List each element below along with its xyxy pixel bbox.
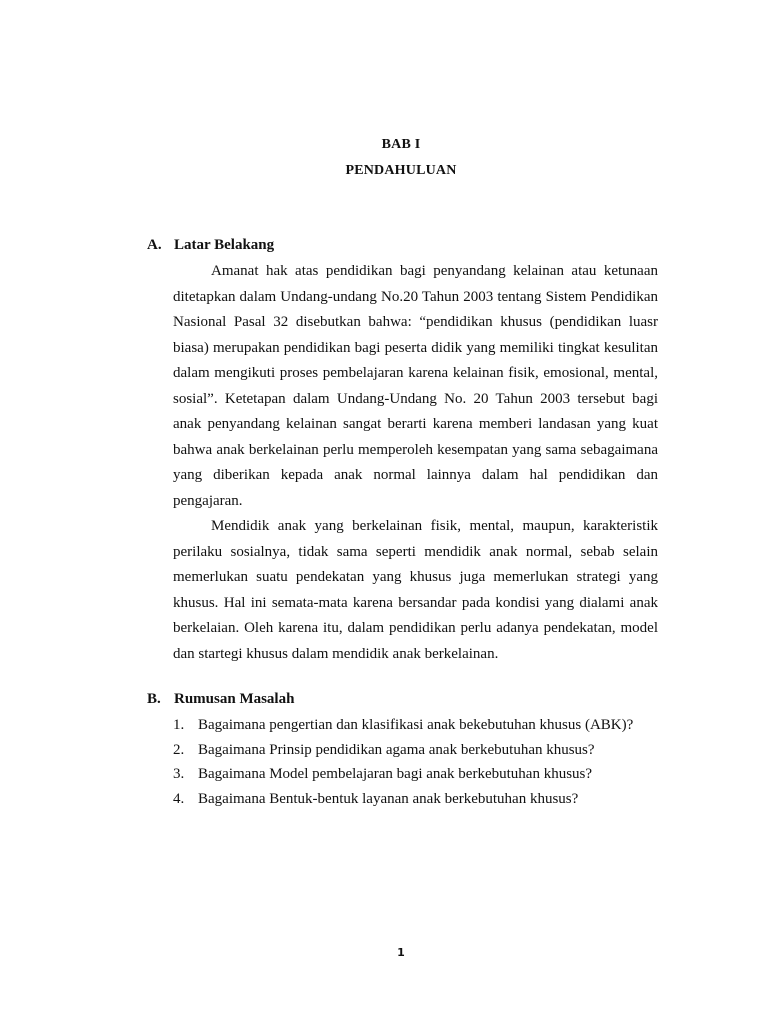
list-item-text: Bagaimana Prinsip pendidikan agama anak berkebutuhan khusus? <box>198 741 595 758</box>
chapter-number: BAB I <box>381 137 421 152</box>
list-item <box>173 738 693 763</box>
section-body-latar-belakang <box>173 259 658 667</box>
page-number: 1 <box>397 946 405 959</box>
section-title: Rumusan Masalah <box>174 691 295 707</box>
list-item-number: 3. <box>173 766 185 782</box>
list-item-number: 4. <box>173 790 185 807</box>
section-title: Latar Belakang <box>174 237 275 253</box>
list-item <box>173 713 693 738</box>
list-item-number: 1. <box>173 717 185 733</box>
section-heading-latar-belakang <box>147 237 274 254</box>
chapter-title: PENDAHULUAN <box>345 163 457 178</box>
list-item <box>173 787 693 812</box>
list-item-number: 2. <box>173 741 185 758</box>
body-paragraph: Amanat hak atas pendidikan bagi penyandang kelainan atau ketunaan ditetapkan dalam Undang-undang No.20 Tahun 2003 tentang Sistem Pendidikan Nasional Pasal 32 disebutkan bahwa: “pendidikan khusus (pendidikan luasr biasa) merupakan pendidikan bagi peserta didik yang memiliki tingkat kesulitan dalam mengikuti proses pembelajaran karena kelainan fisik, emosional, mental, sosial”. Ketetapan dalam Undang-Undang No. 20 Tahun 2003 tersebut bagi anak penyandang kelainan sangat berarti karena memberi landasan yang kuat bahwa anak berkelainan perlu memperoleh kesempatan yang sama sebagaimana yang diberikan kepada anak normal lainnya dalam hal pendidikan dan pengajaran. <box>173 263 658 509</box>
list-item-text: Bagaimana Bentuk-bentuk layanan anak berkebutuhan khusus? <box>198 790 579 807</box>
body-paragraph: Mendidik anak yang berkelainan fisik, mental, maupun, karakteristik perilaku sosialnya, tidak sama seperti mendidik anak normal, sebab selain memerlukan suatu pendekatan yang khusus juga memerlukan strategi yang khusus. Hal ini semata-mata karena bersandar pada kondisi yang dialami anak berkelaian. Oleh karena itu, dalam pendidikan perlu adanya pendekatan, model dan startegi khusus dalam mendidik anak berkelainan. <box>173 518 658 662</box>
research-question-list <box>173 713 693 811</box>
section-letter: B. <box>147 691 161 707</box>
section-letter: A. <box>147 237 162 253</box>
list-item <box>173 762 693 787</box>
list-item-text: Bagaimana Model pembelajaran bagi anak berkebutuhan khusus? <box>198 766 593 782</box>
section-heading-rumusan-masalah <box>147 691 294 708</box>
list-item-text: Bagaimana pengertian dan klasifikasi anak bekebutuhan khusus (ABK)? <box>198 717 634 733</box>
